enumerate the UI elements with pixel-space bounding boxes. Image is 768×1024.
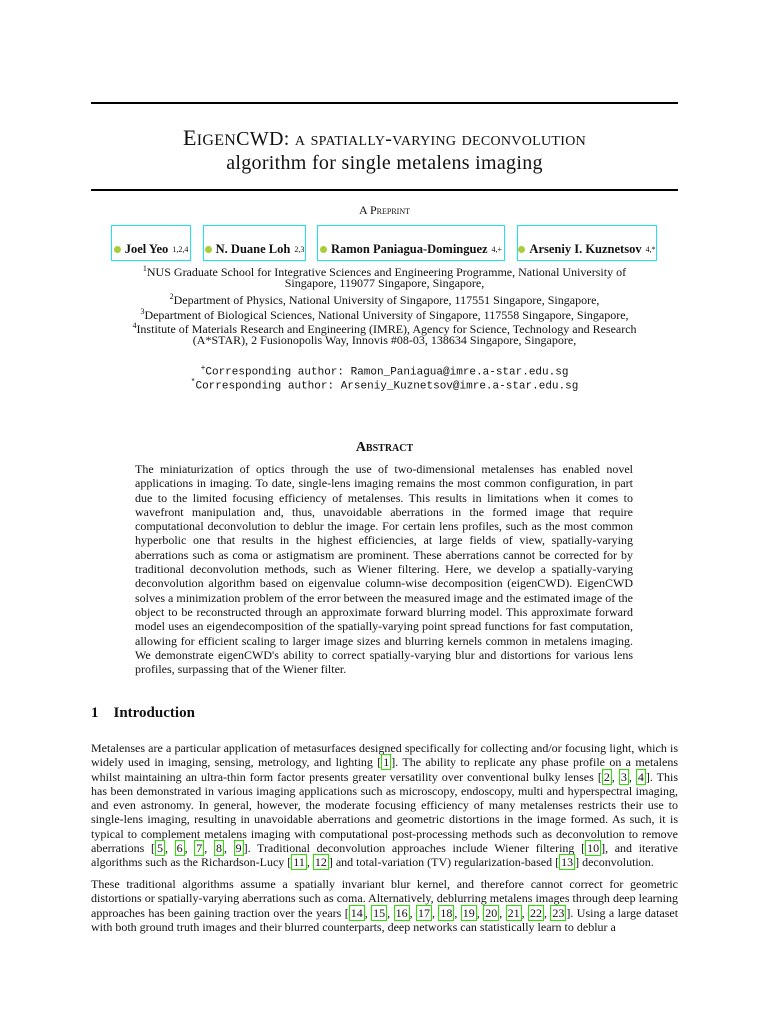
paragraph-text: , [223, 841, 234, 856]
citation-link[interactable]: 5 [156, 841, 163, 856]
paragraph-text: , [387, 905, 394, 920]
preprint-label: A Preprint [358, 203, 410, 217]
citation-link[interactable]: 13 [561, 855, 574, 870]
citation-link[interactable]: 23 [552, 905, 565, 920]
top-rule [91, 102, 678, 104]
paragraph-text: , [184, 841, 195, 856]
paragraph-text: . Traditional deconvolution approaches include Wiener filtering [247, 841, 582, 856]
paragraph-text: . Using a large dataset with both ground truth images and their blurred counterparts, deep networks can statistically learn to deblur a [91, 905, 679, 934]
author-affil-sup: 4,+ [491, 244, 503, 254]
orcid-icon[interactable] [114, 246, 121, 253]
citation-link[interactable]: 15 [373, 905, 386, 920]
citation-link[interactable]: 6 [176, 841, 183, 856]
citation-link[interactable]: 2 [603, 769, 610, 784]
paragraph-text: and total-variation (TV) regularization-based [332, 855, 556, 870]
paper-title-line-1: EIGENCWD: a spatially-varying deconvolution [182, 125, 587, 150]
paragraph-text: , [204, 841, 214, 856]
affiliation-3: $^3$Department of Biological Sciences, National University of Singapore, 117558 Singapore, Singapore, [140, 307, 629, 322]
citation-link[interactable]: 22 [530, 905, 542, 920]
citation-link[interactable]: 1 [383, 755, 390, 770]
abstract-text: The miniaturization of optics through the use of two-dimensional metalenses has enabled novel applications in imaging. To date, single-lens imaging remains the most common configuration, in part due to the limited focusing efficiency of metalenses. This results in limitations when it comes to wavefront manipulation and, thus, unavoidable aberrations in the formed image that require computational deconvolution to deblur the image. For certain lens profiles, such as the most common hyperbolic one that results in the highest efficiencies, at large fields of view, spatially-varying aberrations such as coma or astigmatism are prominent. These aberrations cannot be corrected for by traditional deconvolution methods, such as Wiener filtering. Here, we develop a spatially-varying deconvolution algorithm based on eigenvalue column-wise decomposition (eigenCWD). EigenCWD solves a minimization problem of the error between the measured image and the estimated image of the object to be reconstructed through an approximate forward blurring model. This approximate forward model uses an eigendecomposition of the spatially-varying point spread functions for fast computation, allowing for efficient scaling to larger image sizes and blurring kernels common in metalens imaging. We demonstrate eigenCWD's ability to correct spatially-varying blur and distortions for various lens profiles, surpassing that of the Wiener filter. [135, 462, 633, 677]
paragraph-text: , and iterative algorithms such as the Richardson-Lucy [91, 841, 679, 870]
section-title: Introduction [113, 705, 195, 721]
author-ramon-paniagua[interactable] [317, 225, 505, 261]
paragraph-text: , [628, 769, 636, 784]
paragraph-text: These traditional algorithms assume a spatially invariant blur kernel, and therefore cannot correct for geometric distortions or spatially-varying aberrations such as coma. Alternatively, deblurring metalens images through deep learning approaches has been gaining traction over the years [91, 877, 678, 920]
paragraph-text: , [409, 905, 416, 920]
citation-link[interactable]: 21 [507, 905, 520, 920]
paragraph-text: , [521, 905, 528, 920]
intro-paragraph-2: These traditional algorithms assume a spatially invariant blur kernel, and therefore cannot correct for geometric distortions or spatially-varying aberrations such as coma. Alternatively, deblurring metalens images through deep learning approaches has been gaining traction over the years [ 14 , 15 , 16 , 17 , 18 , 19 , 20 , 21 , 22 , 23 ]. Using a large dataset with both ground truth images and their blurred counterparts, deep networks can statistically learn to deblur a [91, 877, 679, 934]
paragraph-text: deconvolution. [579, 855, 654, 870]
author-name: N. Duane Loh [215, 241, 291, 256]
citation-link[interactable]: 7 [196, 841, 203, 856]
citation-link[interactable]: 19 [462, 905, 475, 920]
affiliation-2: $^2$Department of Physics, National University of Singapore, 117551 Singapore, Singapore, [169, 292, 600, 307]
paper-title-line-2: algorithm for single metalens imaging [226, 152, 543, 174]
author-affil-sup: 4,* [645, 244, 656, 254]
corresponding-author-1: +Corresponding author: Ramon_Paniagua@imre.a-star.edu.sg [200, 364, 569, 379]
bottom-rule [91, 189, 678, 191]
section-number: 1 [91, 705, 99, 721]
paragraph-text: , [611, 769, 619, 784]
orcid-icon[interactable] [320, 246, 327, 253]
author-joel-yeo[interactable] [111, 225, 191, 261]
author-arseniy-kuznetsov[interactable] [517, 225, 657, 261]
author-affil-sup: 1,2,4 [172, 244, 189, 254]
citation-link[interactable]: 14 [350, 905, 363, 920]
paragraph-text: , [454, 905, 461, 920]
intro-paragraph-1: Metalenses are a particular application of metasurfaces designed specifically for collecting and/or focusing light, which is widely used in imaging, sensing, metrology, and lighting [ 1 ]. The ability to replicate any phase profile on a metalens whilst maintaining an ultra-thin form factor presents greater versatility over conventional bulky lenses [ 2 , 3 , 4 ]. This has been demonstrated in various imaging applications such as microscopy, endoscopy, multi and hyperspectral imaging, and even astronomy. In general, however, the moderate focusing efficiency of many metalenses restricts their use to single-lens imaging, resulting in unavoidable aberrations and geometric distortions in the image formed. As such, it is typical to complement metalens imaging with computational post-processing methods such as deconvolution to remove aberrations [ 5 , 6 , 7 , 8 , 9 ]. Traditional deconvolution approaches include Wiener filtering [ 10 ], and iterative algorithms such as the Richardson-Lucy [ 11 , 12 ] and total-variation (TV) regularization-based [ 13 ] deconvolution. [91, 741, 679, 870]
orcid-icon[interactable] [518, 246, 525, 253]
author-duane-loh[interactable] [203, 225, 306, 261]
paragraph-text: , [164, 841, 175, 856]
citation-link[interactable]: 17 [417, 905, 430, 920]
paragraph-text: Metalenses are a particular application of metasurfaces designed specifically for collecting and/or focusing light, which is widely used in imaging, sensing, metrology, and lighting [91, 741, 678, 770]
paragraph-text: , [306, 855, 313, 870]
affiliation-1a: $^1$NUS Graduate School for Integrative Sciences and Engineering Programme, National University of [142, 264, 627, 279]
paragraph-text: . The ability to replicate any phase profile on a metalens whilst maintaining an ultra-thin form factor presents greater versatility over conventional bulky lenses [91, 755, 678, 784]
citation-link[interactable]: 11 [293, 855, 305, 870]
author-name: Joel Yeo [124, 241, 169, 256]
citation-link[interactable]: 18 [440, 905, 453, 920]
author-name: Arseniy I. Kuznetsov [529, 241, 642, 256]
paragraph-text: , [431, 905, 439, 920]
citation-link[interactable]: 4 [637, 769, 644, 784]
section-heading-introduction [91, 705, 195, 722]
author-name: Ramon Paniagua-Dominguez [330, 241, 488, 256]
abstract-heading: Abstract [355, 440, 414, 455]
paragraph-text: . This has been demonstrated in various imaging applications such as microscopy, endoscopy, multi and hyperspectral imaging, and even astronomy. In general, however, the moderate focusing efficiency of many metalenses restricts their use to single-lens imaging, resulting in unavoidable aberrations and geometric distortions in the image formed. As such, it is typical to complement metalens imaging with computational post-processing methods such as deconvolution to remove aberrations [91, 769, 679, 856]
citation-link[interactable]: 16 [395, 905, 408, 920]
paragraph-text: , [544, 905, 551, 920]
affiliation-4b: (A*STAR), 2 Fusionopolis Way, Innovis #08-03, 138634 Singapore, Singapore, [192, 333, 577, 347]
citation-link[interactable]: 10 [587, 841, 600, 856]
corresponding-author-2: *Corresponding author: Arseniy_Kuznetsov@imre.a-star.edu.sg [190, 378, 579, 393]
affiliation-4a: $^4$Institute of Materials Research and Engineering (IMRE), Agency for Science, Technology and Research [132, 321, 637, 336]
citation-link[interactable]: 20 [485, 905, 498, 920]
orcid-icon[interactable] [205, 246, 212, 253]
paragraph-text: , [476, 905, 484, 920]
paragraph-text: , [364, 905, 372, 920]
citation-link[interactable]: 3 [620, 769, 627, 784]
author-affil-sup: 2,3 [294, 244, 305, 254]
citation-link[interactable]: 8 [215, 841, 222, 856]
paragraph-text: , [499, 905, 506, 920]
affiliation-1b: Singapore, 119077 Singapore, Singapore, [284, 276, 485, 290]
citation-link[interactable]: 12 [314, 855, 327, 870]
citation-link[interactable]: 9 [235, 841, 242, 856]
